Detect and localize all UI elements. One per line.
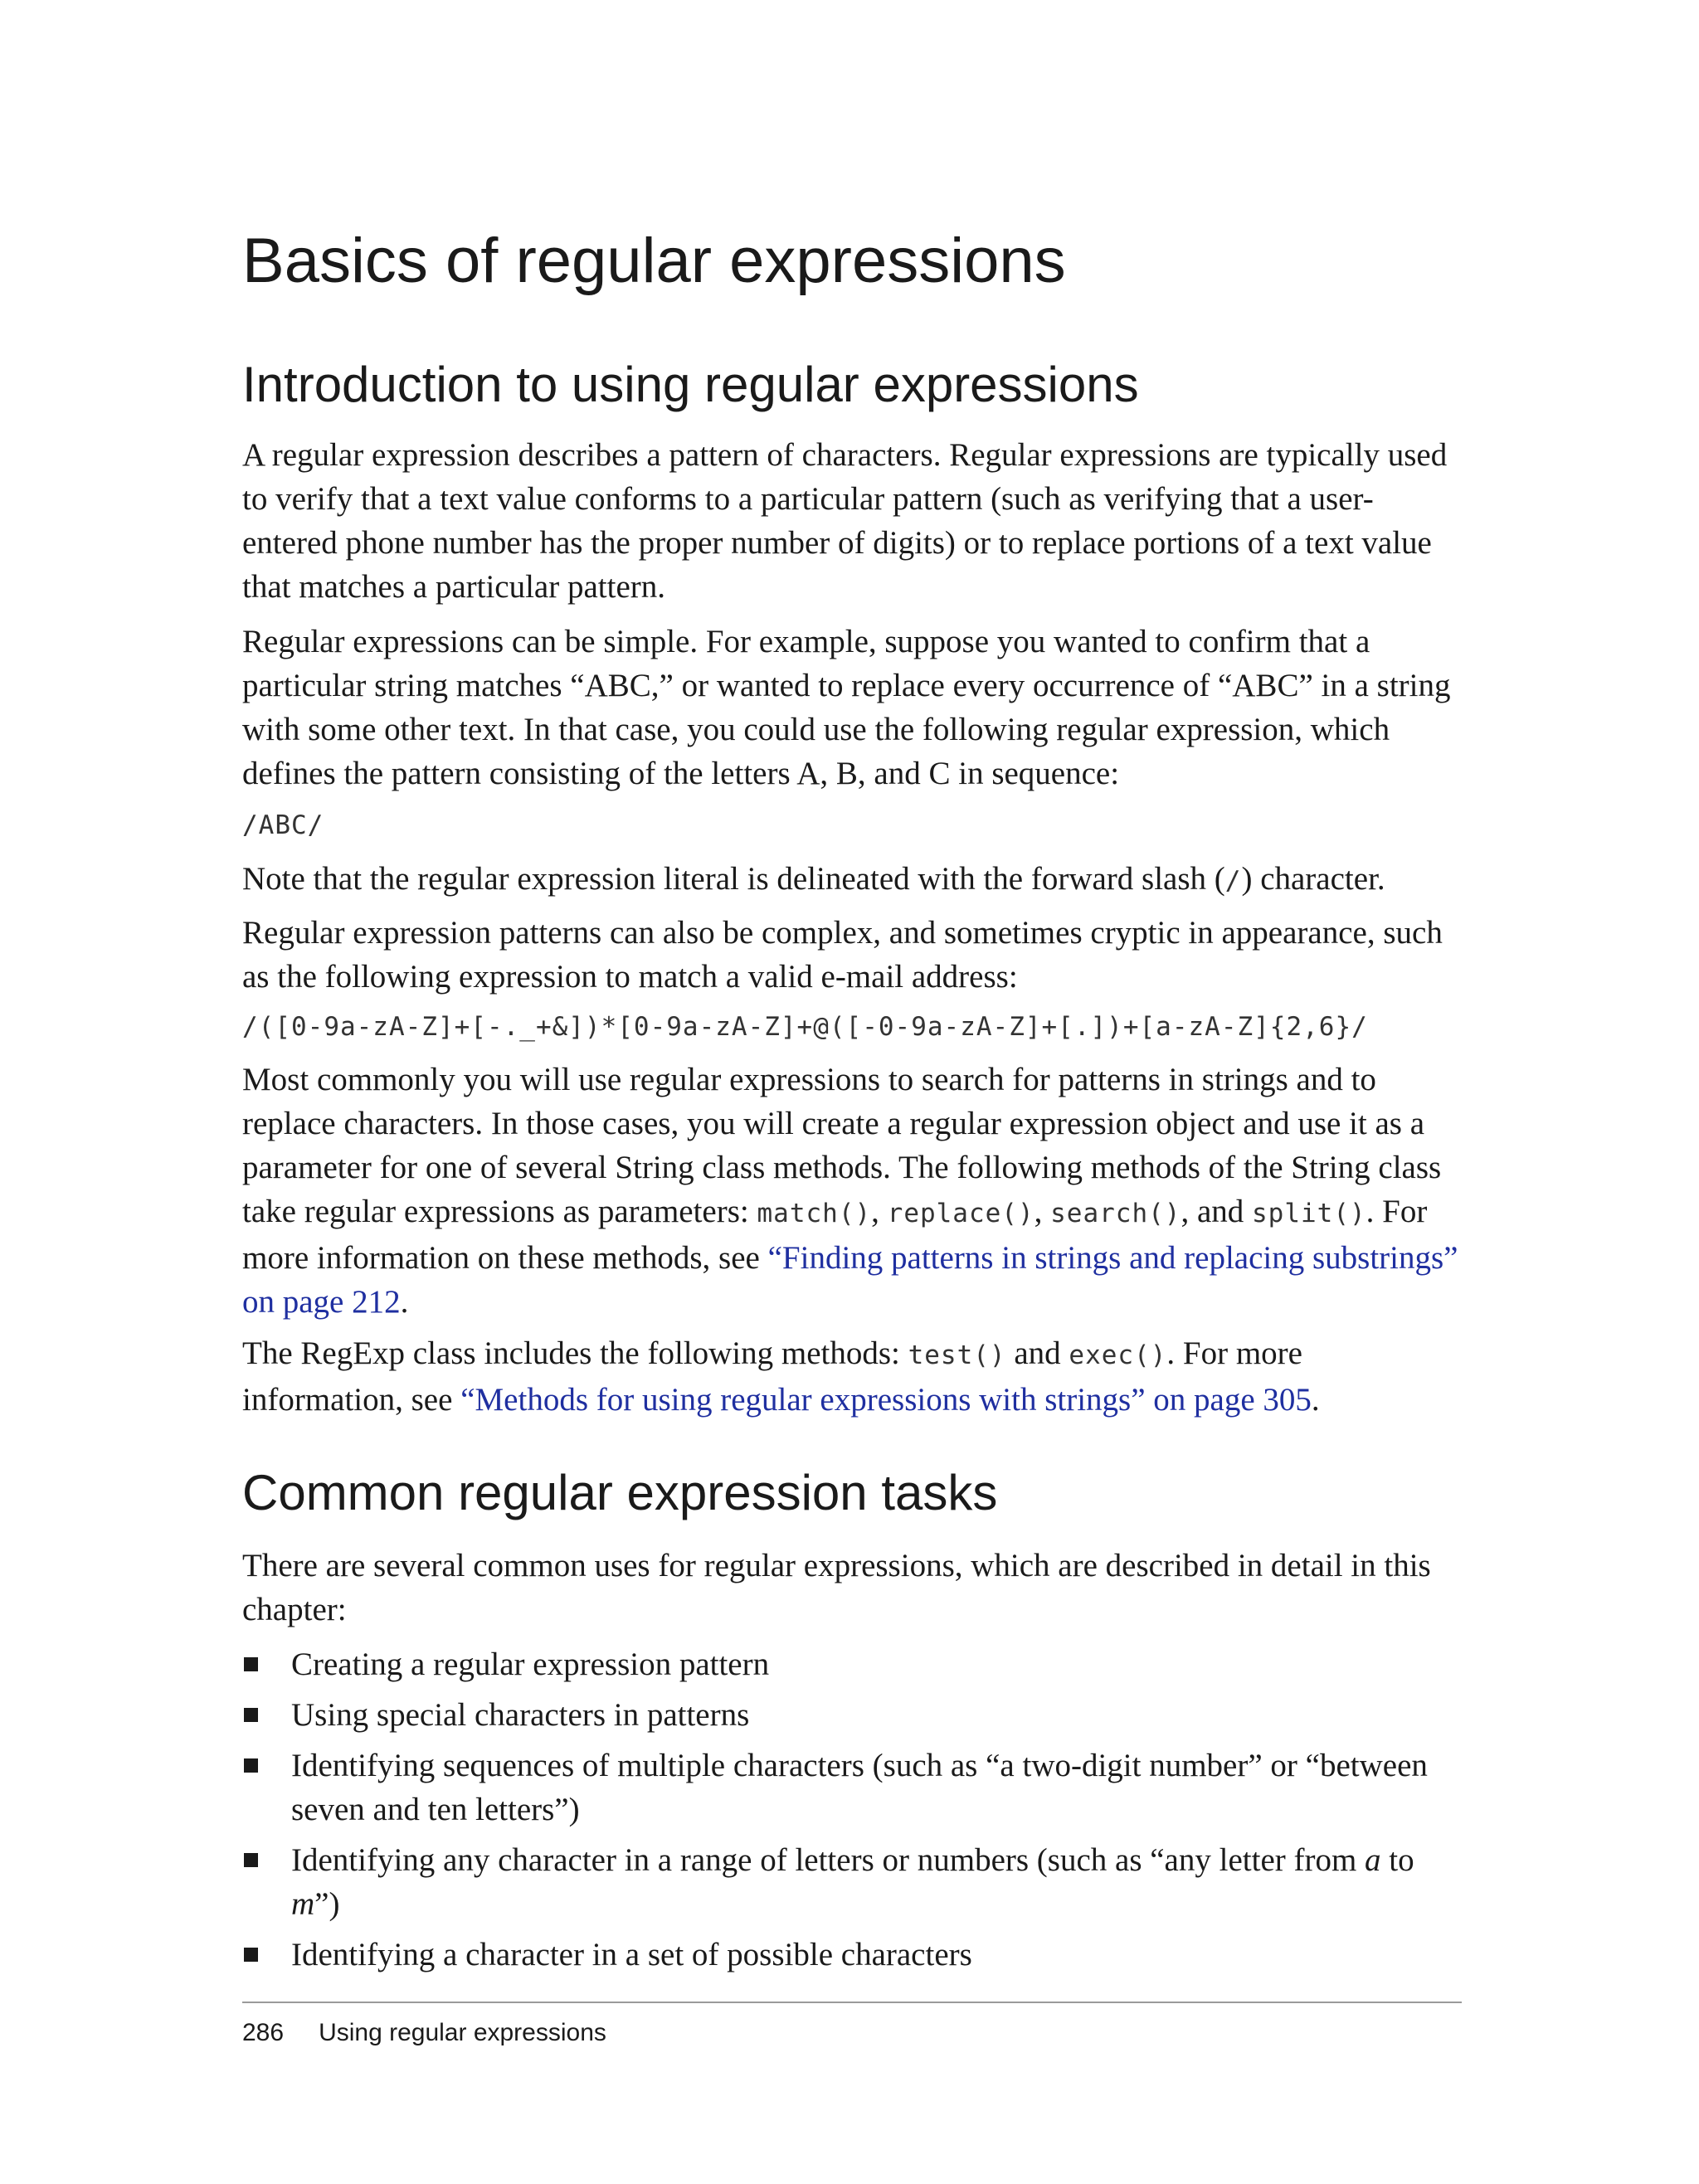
paragraph-complex: Regular expression patterns can also be complex, and sometimes cryptic in appearance, such as the following expression to match a valid e-mail address: — [242, 915, 1443, 995]
paragraph-regexp-methods — [242, 1331, 1462, 1422]
inline-code-match: match() — [757, 1199, 872, 1228]
italic-letter-m: m — [291, 1886, 315, 1922]
chapter-title: Using regular expressions — [319, 2019, 606, 2046]
task-list — [242, 1642, 1462, 1983]
paragraph-text: ) character. — [1241, 861, 1385, 897]
list-item-text-part: to — [1380, 1842, 1414, 1878]
code-example-email: /([0-9a-zA-Z]+[-._+&])*[0-9a-zA-Z]+@([-0-9a-zA-Z]+[.])+[a-zA-Z]{2,6}/ — [242, 1012, 1368, 1042]
list-item — [242, 1744, 1462, 1831]
list-item-text: Identifying a character in a set of possible characters — [291, 1937, 972, 1972]
list-item — [242, 1642, 1462, 1686]
inline-code-exec: exec() — [1069, 1340, 1167, 1370]
square-bullet-icon — [244, 1657, 258, 1671]
square-bullet-icon — [244, 1948, 258, 1962]
inline-code-search: search() — [1050, 1199, 1181, 1228]
list-item-text-part: Identifying any character in a range of letters or numbers (such as “any letter from — [291, 1842, 1366, 1878]
paragraph-text: and — [1005, 1335, 1069, 1371]
square-bullet-icon — [244, 1708, 258, 1722]
paragraph-simple: Regular expressions can be simple. For example, suppose you wanted to confirm that a particular string matches “ABC,” or wanted to replace every occurrence of “ABC” in a string with some other text. In that case, you could use the following regular expression, which defines the pattern consisting of the letters A, B, and C in sequence: — [242, 624, 1451, 791]
square-bullet-icon — [244, 1758, 258, 1773]
square-bullet-icon — [244, 1853, 258, 1867]
paragraph-delineated — [242, 857, 1462, 903]
link-finding-patterns[interactable]: “Finding patterns in strings and replacing substrings” on page 212 — [242, 1240, 1458, 1320]
page-number: 286 — [242, 2019, 285, 2046]
list-item — [242, 1933, 1462, 1977]
inline-code-replace: replace() — [887, 1199, 1034, 1228]
paragraph-text: . — [1311, 1382, 1320, 1418]
italic-letter-a: a — [1365, 1842, 1381, 1878]
page-footer — [242, 2019, 606, 2047]
separator: , — [871, 1194, 888, 1229]
footer-divider — [242, 2002, 1462, 2003]
list-item-text: Using special characters in patterns — [291, 1697, 750, 1733]
paragraph-common-uses: There are several common uses for regular expressions, which are described in detail in this chapter: — [242, 1548, 1431, 1627]
paragraph-intro: A regular expression describes a pattern of characters. Regular expressions are typically used to verify that a text value conforms to a particular pattern (such as verifying that a user-entered phone number has the proper number of digits) or to replace portions of a text value that matches a particular pattern. — [242, 437, 1448, 605]
list-item-text-part: ”) — [314, 1886, 340, 1922]
section-heading-common-tasks: Common regular expression tasks — [242, 1465, 998, 1520]
list-item-text — [291, 1842, 1414, 1922]
separator: , — [1034, 1194, 1051, 1229]
paragraph-text: . For more information, see — [242, 1335, 1302, 1418]
section-heading-introduction: Introduction to using regular expressions — [242, 357, 1139, 412]
list-item — [242, 1838, 1462, 1926]
code-example-abc: /ABC/ — [242, 810, 324, 840]
inline-code-slash: / — [1224, 866, 1242, 896]
inline-code-split: split() — [1252, 1199, 1366, 1228]
page-title: Basics of regular expressions — [242, 226, 1066, 296]
paragraph-text: The RegExp class includes the following methods: — [242, 1335, 908, 1371]
inline-code-test: test() — [908, 1340, 1006, 1370]
link-methods-for-strings[interactable]: “Methods for using regular expressions with strings” on page 305 — [460, 1382, 1312, 1418]
paragraph-text: . For more information on these methods, see — [242, 1194, 1428, 1276]
paragraph-text: Most commonly you will use regular expressions to search for patterns in strings and to replace characters. In those cases, you will create a regular expression object and use it as a parameter for one of several String class methods. The following methods of the String class take regular expressions as parameters: — [242, 1062, 1442, 1229]
paragraph-text: . — [400, 1284, 409, 1320]
paragraph-text: Note that the regular expression literal is delineated with the forward slash ( — [242, 861, 1225, 897]
separator: , and — [1181, 1194, 1253, 1229]
list-item — [242, 1693, 1462, 1737]
list-item-text: Creating a regular expression pattern — [291, 1647, 770, 1682]
paragraph-string-methods — [242, 1058, 1462, 1324]
list-item-text: Identifying sequences of multiple characters (such as “a two-digit number” or “between seven and ten letters”) — [291, 1748, 1428, 1827]
